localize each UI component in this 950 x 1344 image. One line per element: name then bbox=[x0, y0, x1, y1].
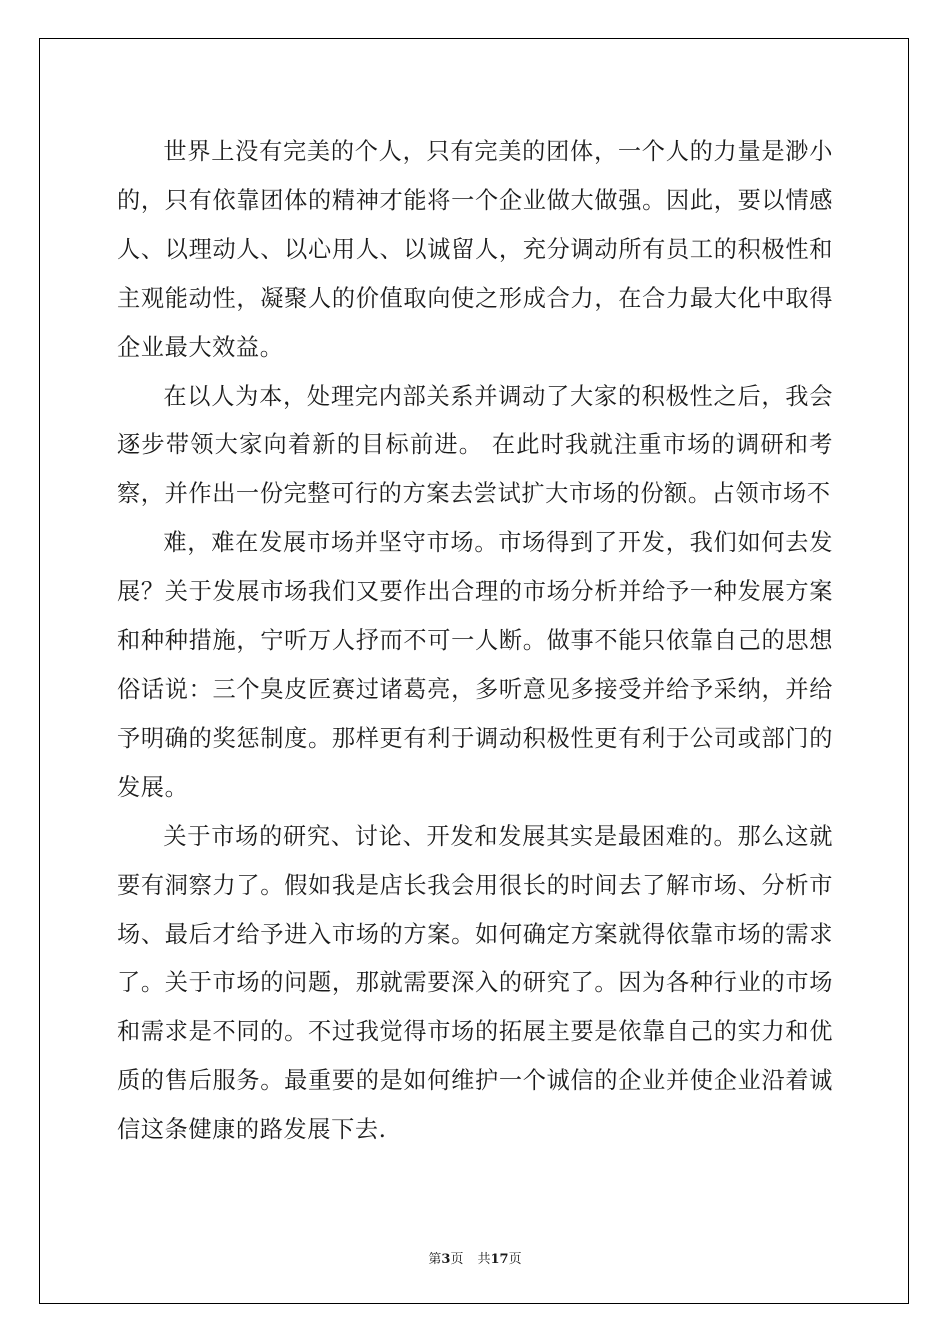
page-prefix: 第 bbox=[428, 1252, 442, 1267]
paragraph-3: 难，难在发展市场并坚守市场。市场得到了开发，我们如何去发展？关于发展市场我们又要作出合理的市场分析并给予一种发展方案和种种措施，宁听万人抒而不可一人断。做事不能只依靠自己的思想俗话说：三个臭皮匠赛过诸葛亮，多听意见多接受并给予采纳，并给予明确的奖惩制度。那样更有利于调动积极性更有利于公司或部门的发展。 bbox=[117, 529, 833, 801]
total-prefix: 共 bbox=[477, 1252, 491, 1267]
total-pages: 17 bbox=[490, 1252, 509, 1267]
paragraph-1: 世界上没有完美的个人，只有完美的团体，一个人的力量是渺小的，只有依靠团体的精神才能将一个企业做大做强。因此，要以情感人、以理动人、以心用人、以诚留人，充分调动所有员工的积极性和主观能动性，凝聚人的价值取向使之形成合力，在合力最大化中取得企业最大效益。 bbox=[117, 138, 833, 361]
document-body bbox=[117, 128, 833, 1155]
page-number: 3 bbox=[441, 1252, 451, 1267]
total-suffix: 页 bbox=[508, 1252, 522, 1267]
page-footer bbox=[0, 1248, 950, 1267]
paragraph-2: 在以人为本，处理完内部关系并调动了大家的积极性之后，我会逐步带领大家向着新的目标前进。 在此时我就注重市场的调研和考察，并作出一份完整可行的方案去尝试扩大市场的份额。占领市场不 bbox=[117, 382, 833, 508]
paragraph-4: 关于市场的研究、讨论、开发和发展其实是最困难的。那么这就要有洞察力了。假如我是店长我会用很长的时间去了解市场、分析市场、最后才给予进入市场的方案。如何确定方案就得依靠市场的需求了。关于市场的问题，那就需要深入的研究了。因为各种行业的市场和需求是不同的。不过我觉得市场的拓展主要是依靠自己的实力和优质的售后服务。最重要的是如何维护一个诚信的企业并使企业沿着诚信这条健康的路发展下去. bbox=[117, 822, 833, 1144]
page-suffix: 页 bbox=[450, 1252, 464, 1267]
